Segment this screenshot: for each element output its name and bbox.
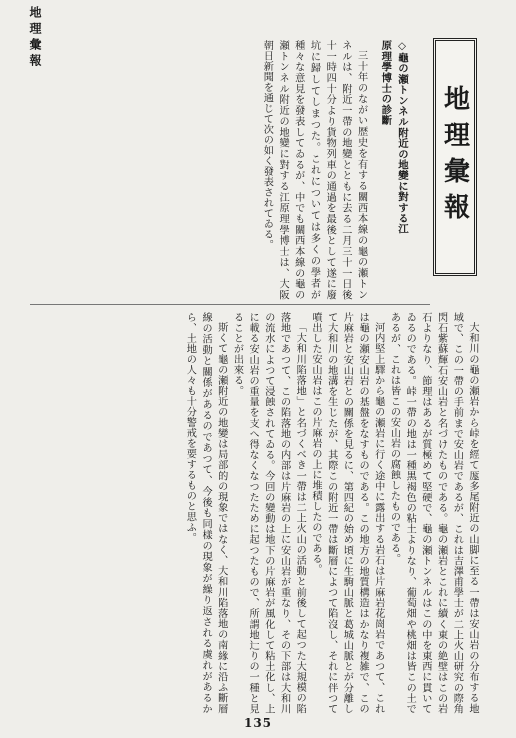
article-heading: [377, 40, 410, 300]
page-title: 地理彙報: [439, 85, 470, 229]
running-head: 地理彙報: [28, 6, 42, 70]
article-paragraph: 大和川の龜の瀬岩から峠を經て厖多尾附近の山脚に至る一帶は安山岩の分布する地域で、この一帶の手前まで安山岩であるが、これは吉澤甫學士が二上火山研究の際角閃石紫蘇輝石安山岩と名づけたものである。龜の瀬岩とこれに續く東の絶壁はこの岩石よりなり、節理はあるが質極めて堅硬で、龜の瀬トンネルはこの中を東西に貫いてゐるのである。峠一帶の地は一種黒褐色の粘土よりなり、葡萄畑や桃畑は皆この土であるが、これは皆この安山岩の腐蝕したものである。: [388, 312, 478, 714]
column-divider: [30, 304, 430, 305]
article-heading-line2: 原理學博士の診斷: [379, 40, 392, 126]
title-box: [433, 38, 477, 276]
page-number: 135: [243, 716, 273, 730]
article-paragraph: 河内堅上驛から龜の瀬岩に行く途中に露出する岩石は片麻岩花崗岩であつて、これは龜の瀬安山岩の基盤をなすものである。この地方の地質構造はかなり複雑で、この片麻岩と安山岩との關係を見るに、第四紀の始め頃に生駒山脈と葛城山脈とが分離して大和川の地溝を生じたが、其際この附近一帶は斷層によつて陷沒し、それに伴つて噴出した安山岩はこの片麻岩の上に堆積したのである。: [309, 312, 384, 714]
article-paragraph: 斯くて龜の瀬附近の地變は局部的の現象ではなく、大和川陷落地の南緣に沿ふ斷層線の活動と關係があるのであつて、今後も同樣の現象が繰り返される虞れがあるから、土地の人々も十分警戒を要するものと思ふ。: [184, 312, 227, 714]
article-paragraph: 三十年のながい歴史を有する關西本線の龜の瀬トンネルは、附近一帶の地變とともに去る二月三十一日後十一時四十分より貨物列車の通過を最後として遂に廢坑に歸してしまつた。これについては多くの學者が種々な意見を發表してゐるが、中でも關西本線の龜の瀬トンネル附近の地變に對する江原理學博士は、大阪朝日新聞を通じて次の如く發表されてゐる。: [261, 40, 367, 300]
article-paragraph: 「大和川陷落地」と名づくべき一帶は二上火山の活動と前後して起つた大規模の陷落地であつて、この陷落地の内部は片麻岩の上に安山岩が重なり、その下部は大和川の流水によつて浸蝕されてゐる。今回の變動は地下の片麻岩が風化して粘土化し、上に載る安山岩の重量を支へ得なくなつたために起つたもので、所謂地辷りの一種と見ることが出來る。: [231, 312, 306, 714]
article-heading-line1: ◇龜の瀬トンネル附近の地變に對する江: [396, 40, 408, 235]
article-column-bottom: [30, 312, 480, 714]
article-column-top: [30, 40, 410, 300]
